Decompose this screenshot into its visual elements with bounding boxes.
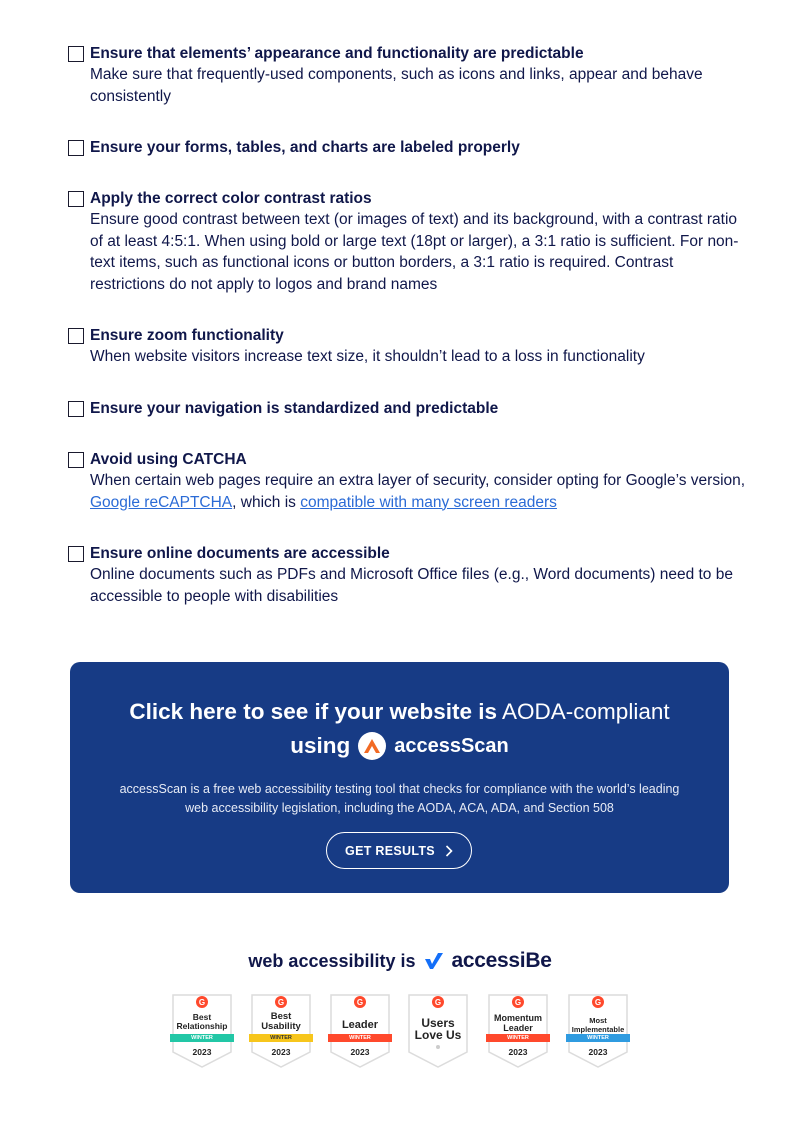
g2-badge: [251, 994, 311, 1068]
item-title: Ensure your forms, tables, and charts are labeled properly: [90, 139, 520, 156]
google-recaptcha-link[interactable]: Google reCAPTCHA: [90, 493, 233, 511]
checklist-item: [68, 543, 748, 607]
badge-year: 2023: [350, 1047, 370, 1057]
item-title: Avoid using CATCHA: [90, 451, 247, 468]
item-description: When website visitors increase text size, it shouldn’t lead to a loss in functionality: [90, 348, 645, 365]
checkbox[interactable]: [68, 140, 84, 156]
checkbox[interactable]: [68, 546, 84, 562]
item-title: Ensure zoom functionality: [90, 327, 284, 344]
svg-text:G: G: [514, 998, 522, 1007]
badge-ribbon: WINTER: [328, 1034, 392, 1042]
checklist-item: [68, 325, 748, 368]
badge-year: 2023: [271, 1047, 291, 1057]
badge-label: Most Implementable: [571, 1016, 625, 1034]
checkbox[interactable]: [68, 452, 84, 468]
badge-ribbon: WINTER: [249, 1034, 313, 1042]
desc-text: , which is: [232, 493, 301, 511]
using-text: using: [290, 733, 351, 758]
item-description: Ensure good contrast between text (or images of text) and its background, with a contrast ratio of at least 4:5:1. When using bold or large text (18pt or larger), a 3:1 ratio is sufficient. For non-text items, such as functional icons or button borders, a 3:1 ratio is required. Contrast restrictions do not apply to logos and brand names: [90, 211, 739, 293]
item-title: Ensure your navigation is standardized and predictable: [90, 400, 499, 417]
badge-year: 2023: [192, 1047, 212, 1057]
g2-badge: [408, 994, 468, 1068]
g2-badge: [172, 994, 232, 1068]
checkbox[interactable]: [68, 401, 84, 417]
accessscan-logo-icon: [358, 732, 386, 760]
svg-text:G: G: [434, 998, 442, 1007]
chevron-right-icon: [445, 845, 453, 857]
g2-badges: [170, 994, 640, 1070]
checkbox[interactable]: [68, 328, 84, 344]
get-results-button[interactable]: [326, 832, 472, 869]
checklist-item: [68, 449, 748, 513]
checkbox[interactable]: [68, 46, 84, 62]
svg-text:G: G: [594, 998, 602, 1007]
svg-text:G: G: [198, 998, 206, 1007]
button-label: GET RESULTS: [345, 843, 435, 858]
checklist-item: [68, 137, 748, 158]
item-title: Ensure online documents are accessible: [90, 545, 390, 562]
headline-rest: AODA-compliant: [497, 699, 670, 724]
accessibe-logo: accessiBe: [451, 949, 552, 972]
badge-ribbon: WINTER: [566, 1034, 630, 1042]
badge-label: Best Usability: [261, 1011, 301, 1032]
badge-label: Leader: [341, 1019, 379, 1031]
svg-text:G: G: [356, 998, 364, 1007]
banner-description: accessScan is a free web accessibility testing tool that checks for compliance with the world’s leading web accessibility legislation, including the AODA, ACA, ADA, and Section 508: [119, 782, 680, 815]
badge-ribbon: WINTER: [486, 1034, 550, 1042]
screen-readers-link[interactable]: compatible with many screen readers: [300, 493, 557, 511]
checkbox[interactable]: [68, 191, 84, 207]
g2-badge: [568, 994, 628, 1068]
checklist-item: [68, 188, 748, 295]
badge-year: 2023: [588, 1047, 608, 1057]
item-description: [90, 470, 748, 513]
badge-label: Users Love Us: [414, 1016, 462, 1042]
g2-badge: [488, 994, 548, 1068]
svg-text:G: G: [277, 998, 285, 1007]
accessibe-check-icon: [424, 952, 444, 970]
item-title: Ensure that elements’ appearance and functionality are predictable: [90, 45, 584, 62]
accessscan-banner[interactable]: [70, 662, 729, 893]
checklist-item: [68, 43, 748, 107]
footer-prefix: web accessibility is: [248, 950, 416, 971]
badge-label: Momentum Leader: [494, 1013, 542, 1033]
item-title: Apply the correct color contrast ratios: [90, 190, 372, 207]
g2-badge: [330, 994, 390, 1068]
badge-year: 2023: [508, 1047, 528, 1057]
badge-ribbon: WINTER: [170, 1034, 234, 1042]
headline-bold: Click here to see if your website is: [129, 699, 498, 724]
footer-brand: [0, 946, 800, 976]
item-description: Make sure that frequently-used components, such as icons and links, appear and behave consistently: [90, 66, 703, 105]
desc-text: When certain web pages require an extra layer of security, consider opting for Google’s version,: [90, 472, 746, 489]
checklist-item: [68, 398, 748, 419]
item-description: Online documents such as PDFs and Microsoft Office files (e.g., Word documents) need to be accessible to people with disabilities: [90, 566, 733, 605]
badge-label: Best Relationship: [176, 1012, 228, 1031]
banner-brand-line: [70, 730, 729, 762]
accessscan-brand: accessScan: [394, 734, 509, 757]
banner-headline: [70, 698, 729, 726]
